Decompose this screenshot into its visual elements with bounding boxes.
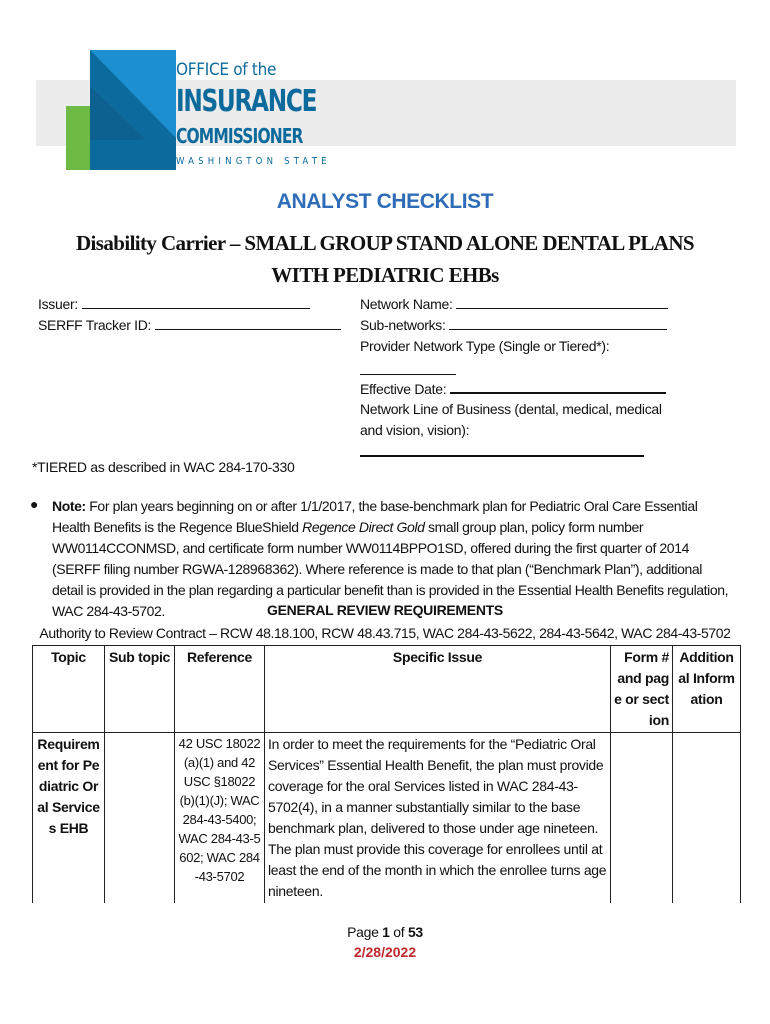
revision-date: 2/28/2022 — [353, 944, 417, 960]
logo-text-commissioner: COMMISSIONER — [176, 124, 303, 148]
page-prefix: Page — [347, 924, 379, 940]
header-form-page: Form # and page or section — [611, 646, 673, 733]
page-current: 1 — [382, 924, 390, 940]
document-subtitle: Disability Carrier – SMALL GROUP STAND ALONE DENTAL PLANS WITH PEDIATRIC EHBs — [75, 231, 695, 287]
network-name-field — [360, 294, 668, 315]
sub-networks-label: Sub-networks: — [360, 317, 446, 333]
header-additional-info: Additional Information — [673, 646, 741, 733]
note-bullet: ● — [30, 496, 39, 512]
page-title: ANALYST CHECKLIST — [276, 190, 494, 213]
page-total: 53 — [407, 924, 423, 940]
serff-blank[interactable] — [155, 315, 341, 330]
serff-field — [38, 315, 341, 336]
tiered-note: *TIERED as described in WAC 284-170-330 — [32, 459, 295, 475]
page-of: of — [393, 924, 405, 940]
authority-line: Authority to Review Contract – RCW 48.18.100, RCW 48.43.715, WAC 284-43-5622, 284-43-5642, WAC 284-43-5702 — [39, 625, 731, 641]
effective-date-field — [360, 378, 666, 400]
line-of-business-label: Network Line of Business (dental, medical, medical and vision, vision): — [360, 401, 662, 438]
note-text-1: For plan years beginning on or after 1/1/2017, the base-benchmark plan for Pediatric Oral Care Essential Health Benefits is the Regence BlueShield — [52, 498, 698, 535]
effective-date-label: Effective Date: — [360, 381, 447, 397]
note-label: Note: — [52, 498, 86, 514]
header-subtopic: Sub topic — [105, 646, 175, 733]
effective-date-blank[interactable] — [450, 378, 666, 394]
network-name-blank[interactable] — [456, 294, 668, 309]
line-of-business-field — [360, 399, 670, 441]
header-specific-issue: Specific Issue — [265, 646, 611, 733]
checklist-table — [32, 645, 741, 903]
sub-networks-blank[interactable] — [449, 315, 667, 330]
note-text-2: small group plan, policy form number WW0114CCONMSD, and certificate form number WW0114BPPO1SD, offered during the first quarter of 2014 (SERFF filing number RGWA-128968362). Where reference is made to that plan (“Benchmark Plan”), additional detail is provided in the plan regarding a particular benefit than is provided in the Essential Health Benefits regulation, WAC 284-43-5702. — [52, 519, 729, 619]
table-row — [33, 733, 741, 904]
table-header-row — [33, 646, 741, 733]
row-subtopic[interactable] — [105, 733, 175, 904]
header-reference: Reference — [175, 646, 265, 733]
network-name-label: Network Name: — [360, 296, 453, 312]
row-additional-info[interactable] — [673, 733, 741, 904]
line-of-business-blank[interactable] — [360, 455, 644, 457]
row-topic: Requirement for Pediatric Oral Services EHB — [33, 733, 105, 904]
provider-type-blank[interactable] — [360, 374, 456, 375]
row-reference: 42 USC 18022(a)(1) and 42 USC §18022(b)(1)(J); WAC 284-43-5400; WAC 284-43-5602; WAC 284-43-5702 — [175, 733, 265, 904]
logo-text-state: WASHINGTON STATE — [176, 156, 331, 167]
logo-mark-icon — [66, 50, 176, 170]
provider-type-label: Provider Network Type (Single or Tiered*): — [360, 338, 610, 354]
issuer-blank[interactable] — [82, 294, 310, 309]
logo-text-insurance: INSURANCE — [176, 84, 317, 119]
section-title: GENERAL REVIEW REQUIREMENTS — [267, 602, 503, 618]
logo-text-office: OFFICE of the — [176, 60, 277, 80]
row-form-page[interactable] — [611, 733, 673, 904]
note-plan-name: Regence Direct Gold — [302, 519, 425, 535]
serff-label: SERFF Tracker ID: — [38, 317, 152, 333]
issuer-label: Issuer: — [38, 296, 78, 312]
sub-networks-field — [360, 315, 667, 336]
page-number — [0, 924, 770, 940]
row-specific-issue: In order to meet the requirements for the “Pediatric Oral Services” Essential Health Benefit, the plan must provide coverage for the oral Services listed in WAC 284-43-5702(4), in a manner substantially similar to the base benchmark plan, delivered to those under age nineteen. The plan must provide this coverage for enrollees until at least the end of the month in which the enrollee turns age nineteen. — [265, 733, 611, 904]
issuer-field — [38, 294, 310, 315]
provider-type-field — [360, 336, 609, 357]
header-topic: Topic — [33, 646, 105, 733]
